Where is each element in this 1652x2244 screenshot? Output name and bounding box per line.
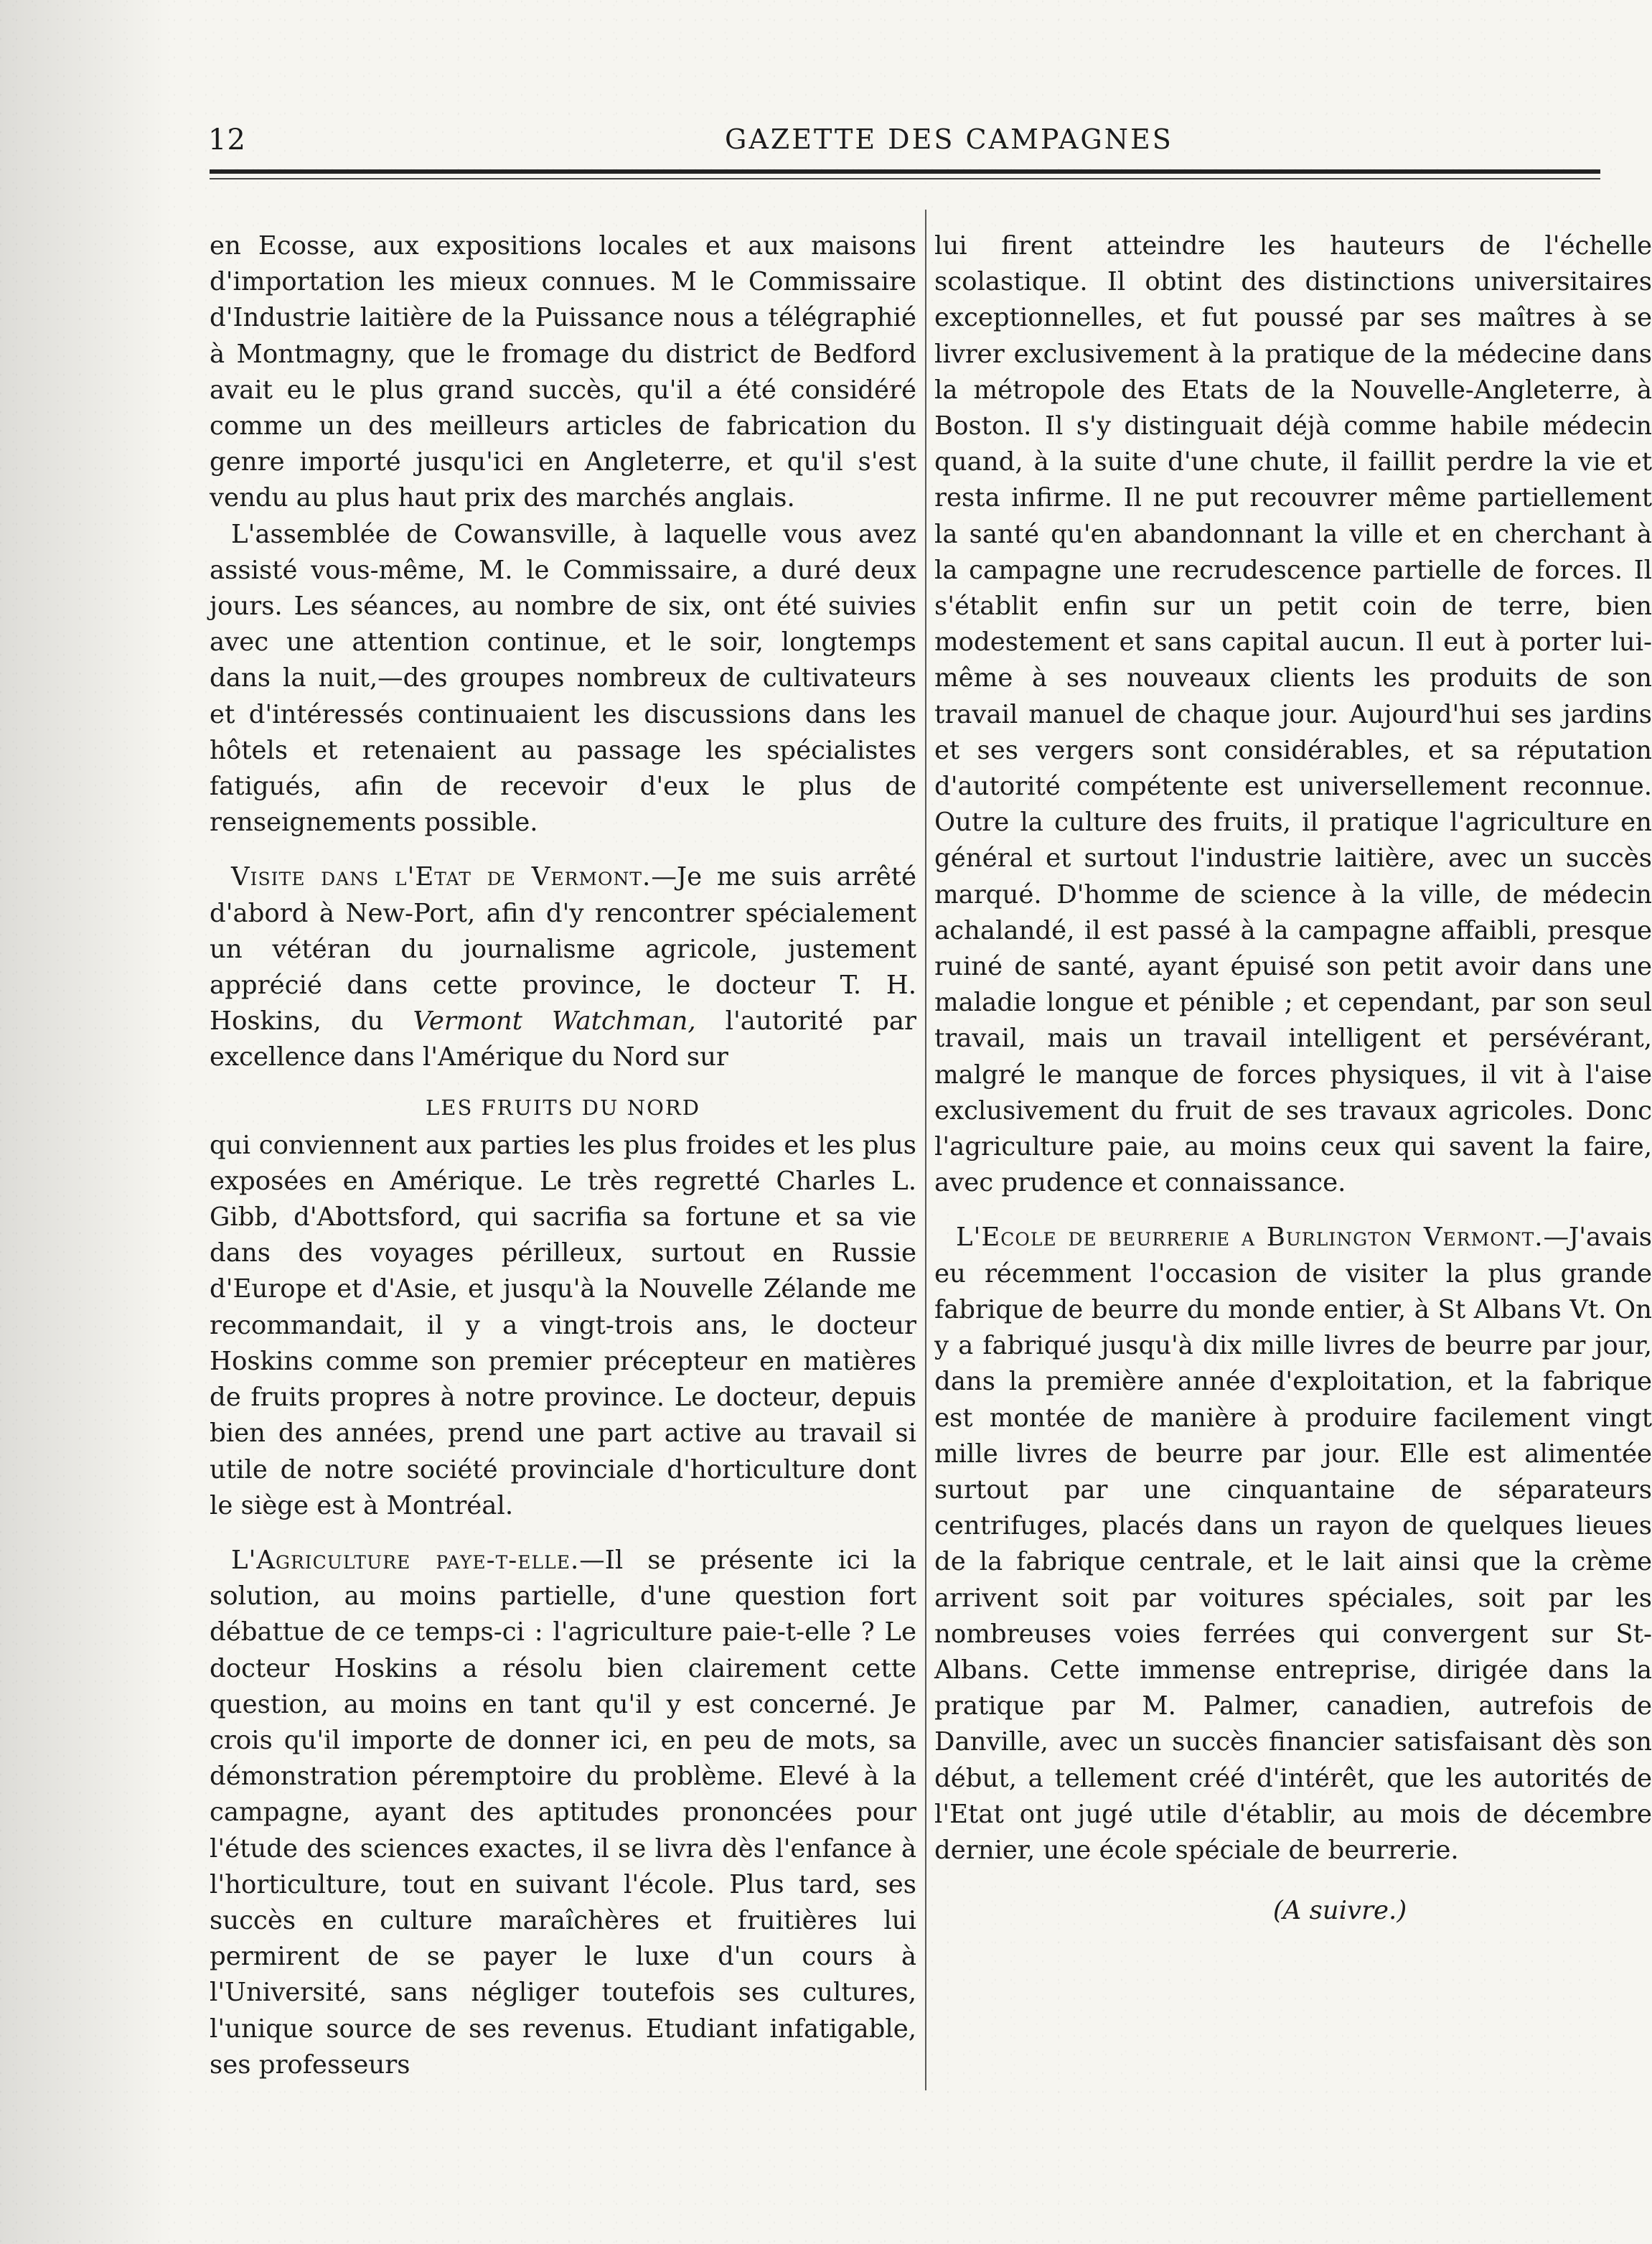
- publication-name: Vermont Watchman,: [413, 1006, 696, 1037]
- header-rule-thin: [210, 178, 1600, 179]
- subheading-fruits-du-nord: LES FRUITS DU NORD: [426, 1095, 700, 1120]
- section-heading-ecole-beurrerie: L'Ecole de beurrerie a Burlington Vermont.: [956, 1222, 1544, 1253]
- header-rule-thick: [210, 169, 1600, 174]
- section-heading-agriculture: L'Agriculture paye-t-elle.: [231, 1545, 580, 1575]
- left-paragraph-3: [210, 859, 916, 1075]
- right-paragraph-2: [934, 1220, 1652, 1869]
- right-column: [934, 228, 1652, 1929]
- right-paragraph-1: lui firent atteindre les hauteurs de l'échelle scolastique. Il obtint des distinctions universitaires exceptionnelles, et fut poussé par ses maîtres à se livrer exclusivement à la pratique de la médecine dans la métropole des Etats de la Nouvelle-Angleterre, à Boston. Il s'y distinguait déjà comme habile médecin quand, à la suite d'une chute, il faillit perdre la vie et resta infirme. Il ne put recouvrer même partiellement la santé qu'en abandonnant la ville et en cherchant à la campagne une recrudescence partielle de forces. Il s'établit enfin sur un petit coin de terre, bien modestement et sans capital aucun. Il eut à porter lui-même à ses nouveaux clients les produits de son travail manuel de chaque jour. Aujourd'hui ses jardins et ses vergers sont considérables, et sa réputation d'autorité compétente est universellement reconnue. Outre la culture des fruits, il pratique l'agriculture en général et surtout l'industrie laitière, avec un succès marqué. D'homme de science à la ville, de médecin achalandé, il est passé à la campagne affaibli, presque ruiné de santé, ayant épuisé son petit avoir dans une maladie longue et pénible ; et cependant, par son seul travail, mais un travail intelligent et persévérant, malgré le manque de forces physiques, il vit à l'aise exclusivement du fruit de ses travaux agricoles. Donc l'agriculture paie, au moins ceux qui savent la faire, avec prudence et connaissance.: [934, 231, 1652, 1198]
- column-divider: [925, 210, 926, 2090]
- left-paragraph-5-text: —Il se présente ici la solution, au moins partielle, d'une question fort débattue de ce temps-ci : l'agriculture paie-t-elle ? Le docteur Hoskins a résolu bien clairement cette question, au moins en tant qu'il y est concerné. Je crois qu'il importe de donner ici, en peu de mots, sa démonstration péremptoire du problème. Elevé à la campagne, ayant des aptitudes prononcées pour l'étude des sciences exactes, il se livra dès l'enfance à l'horticulture, tout en suivant l'école. Plus tard, ses succès en culture maraîchères et fruitières lui permirent de se payer le luxe d'un cours à l'Université, sans négliger toutefois ses cultures, l'unique source de ses revenus. Etudiant infatigable, ses professeurs: [210, 1545, 916, 2080]
- right-paragraph-2-text: —J'avais eu récemment l'occasion de visiter la plus grande fabrique de beurre du monde entier, à St Albans Vt. On y a fabriqué jusqu'à dix mille livres de beurre par jour, dans la première année d'exploitation, et la fabrique est montée de manière à produire facilement vingt mille livres de beurre par jour. Elle est alimentée surtout par une cinquantaine de séparateurs centrifuges, placés dans un rayon de quelques lieues de la fabrique centrale, et le lait ainsi que la crème arrivent soit par voitures spéciales, soit par les nombreuses voies ferrées qui convergent sur St-Albans. Cette immense entreprise, dirigée dans la pratique par M. Palmer, canadien, autrefois de Danville, avec un succès financier satisfaisant dès son début, a tellement créé d'intérêt, que les autorités de l'Etat ont jugé utile d'établir, au mois de décembre dernier, une école spéciale de beurrerie.: [934, 1222, 1652, 1865]
- page-header: [208, 123, 1600, 162]
- left-paragraph-5: [210, 1543, 916, 2083]
- left-paragraph-2: L'assemblée de Cowansville, à laquelle vous avez assisté vous-même, M. le Commissaire, a duré deux jours. Les séances, au nombre de six, ont été suivies avec une attention continue, et le soir, longtemps dans la nuit,—des groupes nombreux de cultivateurs et d'intéressés continuaient les discussions dans les hôtels et retenaient au passage les spécialistes fatigués, afin de recevoir d'eux le plus de renseignements possible.: [210, 519, 916, 838]
- page-number: 12: [208, 123, 246, 156]
- left-paragraph-3-text-b: l'autorité par excellence dans l'Amérique du Nord sur: [210, 1006, 916, 1072]
- left-paragraph-4: qui conviennent aux parties les plus froides et les plus exposées en Amérique. Le très regretté Charles L. Gibb, d'Abottsford, qui sacrifia sa fortune et sa vie dans des voyages périlleux, surtout en Russie d'Europe et d'Asie, et jusqu'à la Nouvelle Zélande me recommandait, il y a vingt-trois ans, le docteur Hoskins comme son premier précepteur en matières de fruits propres à notre province. Le docteur, depuis bien des années, prend une part active au travail si utile de notre société provinciale d'horticulture dont le siège est à Montréal.: [210, 1130, 916, 1520]
- left-paragraph-3-text-a: —Je me suis arrêté d'abord à New-Port, afin d'y rencontrer spécialement un vétéran du journalisme agricole, justement apprécié dans cette province, le docteur T. H. Hoskins, du: [210, 862, 916, 1037]
- section-heading-vermont: Visite dans l'Etat de Vermont.: [231, 862, 652, 892]
- left-paragraph-1: en Ecosse, aux expositions locales et aux maisons d'importation les mieux connues. M le Commissaire d'Industrie laitière de la Puissance nous a télégraphié à Montmagny, que le fromage du district de Bedford avait eu le plus grand succès, qu'il a été considéré comme un des meilleurs articles de fabrication du genre importé jusqu'ici en Angleterre, et qu'il s'est vendu au plus haut prix des marchés anglais.: [210, 231, 916, 513]
- to-be-continued: (A suivre.): [1272, 1896, 1407, 1926]
- left-column: [210, 228, 916, 2083]
- running-title: GAZETTE DES CAMPAGNES: [725, 123, 1173, 155]
